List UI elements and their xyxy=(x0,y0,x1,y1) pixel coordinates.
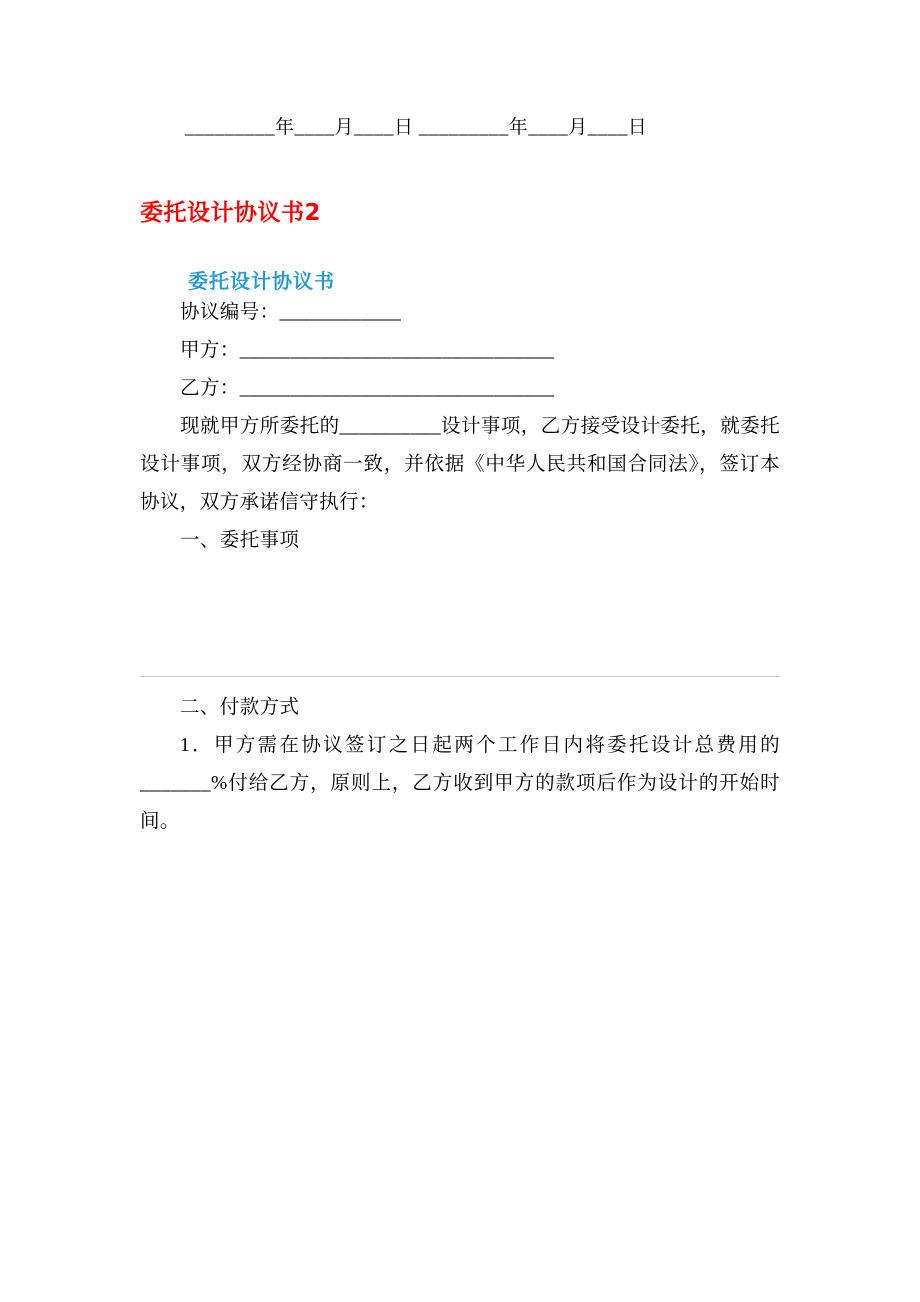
field-party-b: 乙方：_______________________________ xyxy=(180,378,555,399)
divider xyxy=(140,676,780,677)
intro-paragraph: 现就甲方所委托的__________设计事项，乙方接受设计委托，就委托设计事项，双方经协商一致，并依据《中华人民共和国合同法》，签订本协议，双方承诺信守执行： xyxy=(140,416,780,513)
field-party-a: 甲方：_______________________________ xyxy=(180,340,555,361)
section-heading-one: 一、委托事项 xyxy=(180,530,300,551)
section-one-blank-space xyxy=(140,560,780,616)
field-agreement-number: 协议编号：____________ xyxy=(180,302,402,323)
page-title: 委托设计协议书2 xyxy=(140,200,322,226)
clause-payment-1: 1．甲方需在协议签订之日起两个工作日内将委托设计总费用的_______%付给乙方，原则上，乙方收到甲方的款项后作为设计的开始时间。 xyxy=(140,735,780,832)
signature-date-line: _________年____月____日 _________年____月____日 xyxy=(185,117,648,138)
document-subtitle: 委托设计协议书 xyxy=(188,269,335,293)
section-heading-two: 二、付款方式 xyxy=(180,697,300,718)
